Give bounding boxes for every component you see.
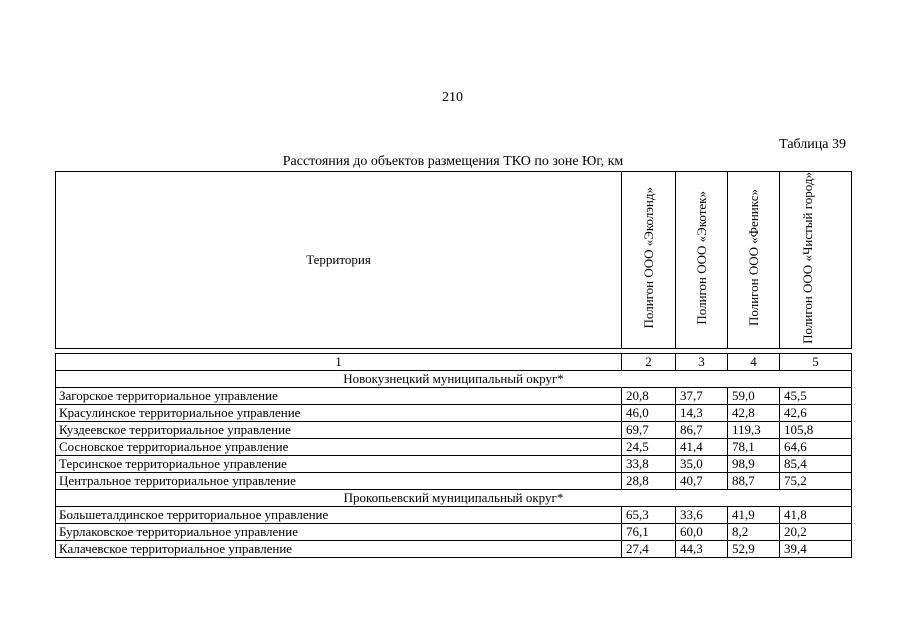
- header-column-2: [676, 172, 728, 349]
- distance-cell: 42,6: [780, 405, 852, 422]
- header-territory: Территория: [56, 172, 622, 349]
- table-label: Таблица 39: [779, 137, 846, 152]
- table-row: [56, 456, 852, 473]
- table-row: [56, 388, 852, 405]
- distance-cell: 64,6: [780, 439, 852, 456]
- table-row: [56, 439, 852, 456]
- column-numbers-row: [56, 354, 852, 371]
- table-row: [56, 507, 852, 524]
- distance-cell: 46,0: [622, 405, 676, 422]
- distance-cell: 65,3: [622, 507, 676, 524]
- table-row: [56, 405, 852, 422]
- distance-cell: 33,8: [622, 456, 676, 473]
- distance-cell: 45,5: [780, 388, 852, 405]
- column-number: 3: [676, 354, 728, 371]
- distance-cell: 85,4: [780, 456, 852, 473]
- distance-cell: 88,7: [728, 473, 780, 490]
- header-column-1-label: Полигон ООО «Эколэнд»: [641, 187, 656, 329]
- header-column-4: [780, 172, 852, 349]
- distance-cell: 78,1: [728, 439, 780, 456]
- distance-cell: 105,8: [780, 422, 852, 439]
- distance-cell: 20,8: [622, 388, 676, 405]
- page-number: 210: [442, 90, 463, 105]
- header-column-3-label: Полигон ООО «Феникс»: [746, 189, 761, 327]
- distance-cell: 39,4: [780, 541, 852, 558]
- territory-cell: Калачевское территориальное управление: [56, 541, 622, 558]
- distance-cell: 14,3: [676, 405, 728, 422]
- distance-cell: 33,6: [676, 507, 728, 524]
- header-column-3: [728, 172, 780, 349]
- header-column-4-label: Полигон ООО «Чистый город»: [799, 172, 815, 344]
- distance-cell: 8,2: [728, 524, 780, 541]
- distance-cell: 69,7: [622, 422, 676, 439]
- group-row: [56, 490, 852, 507]
- header-column-2-label: Полигон ООО «Экотек»: [694, 191, 709, 325]
- column-number: 2: [622, 354, 676, 371]
- distance-cell: 52,9: [728, 541, 780, 558]
- column-number: 4: [728, 354, 780, 371]
- territory-cell: Красулинское территориальное управление: [56, 405, 622, 422]
- distance-cell: 41,8: [780, 507, 852, 524]
- territory-cell: Терсинское территориальное управление: [56, 456, 622, 473]
- distance-cell: 76,1: [622, 524, 676, 541]
- distance-cell: 44,3: [676, 541, 728, 558]
- distance-cell: 119,3: [728, 422, 780, 439]
- table-title: Расстояния до объектов размещения ТКО по зоне Юг, км: [282, 154, 624, 169]
- distance-cell: 41,4: [676, 439, 728, 456]
- table-body: [55, 353, 852, 558]
- distance-cell: 59,0: [728, 388, 780, 405]
- distance-cell: 60,0: [676, 524, 728, 541]
- territory-cell: Сосновское территориальное управление: [56, 439, 622, 456]
- territory-cell: Бурлаковское территориальное управление: [56, 524, 622, 541]
- distance-cell: 42,8: [728, 405, 780, 422]
- table-row: [56, 541, 852, 558]
- table-header: [55, 171, 852, 349]
- distance-cell: 37,7: [676, 388, 728, 405]
- distance-cell: 28,8: [622, 473, 676, 490]
- distance-cell: 41,9: [728, 507, 780, 524]
- column-number: 5: [780, 354, 852, 371]
- distance-cell: 20,2: [780, 524, 852, 541]
- territory-cell: Куздеевское территориальное управление: [56, 422, 622, 439]
- table-row: [56, 524, 852, 541]
- group-row: [56, 371, 852, 388]
- territory-cell: Большеталдинское территориальное управление: [56, 507, 622, 524]
- territory-cell: Загорское территориальное управление: [56, 388, 622, 405]
- territory-cell: Центральное территориальное управление: [56, 473, 622, 490]
- distance-cell: 98,9: [728, 456, 780, 473]
- distance-cell: 27,4: [622, 541, 676, 558]
- table-row: [56, 422, 852, 439]
- distance-cell: 35,0: [676, 456, 728, 473]
- distance-cell: 86,7: [676, 422, 728, 439]
- group-name: Прокопьевский муниципальный округ*: [56, 490, 852, 507]
- distance-cell: 75,2: [780, 473, 852, 490]
- column-number: 1: [56, 354, 622, 371]
- group-name: Новокузнецкий муниципальный округ*: [56, 371, 852, 388]
- table-row: [56, 473, 852, 490]
- distance-cell: 40,7: [676, 473, 728, 490]
- distance-cell: 24,5: [622, 439, 676, 456]
- header-column-1: [622, 172, 676, 349]
